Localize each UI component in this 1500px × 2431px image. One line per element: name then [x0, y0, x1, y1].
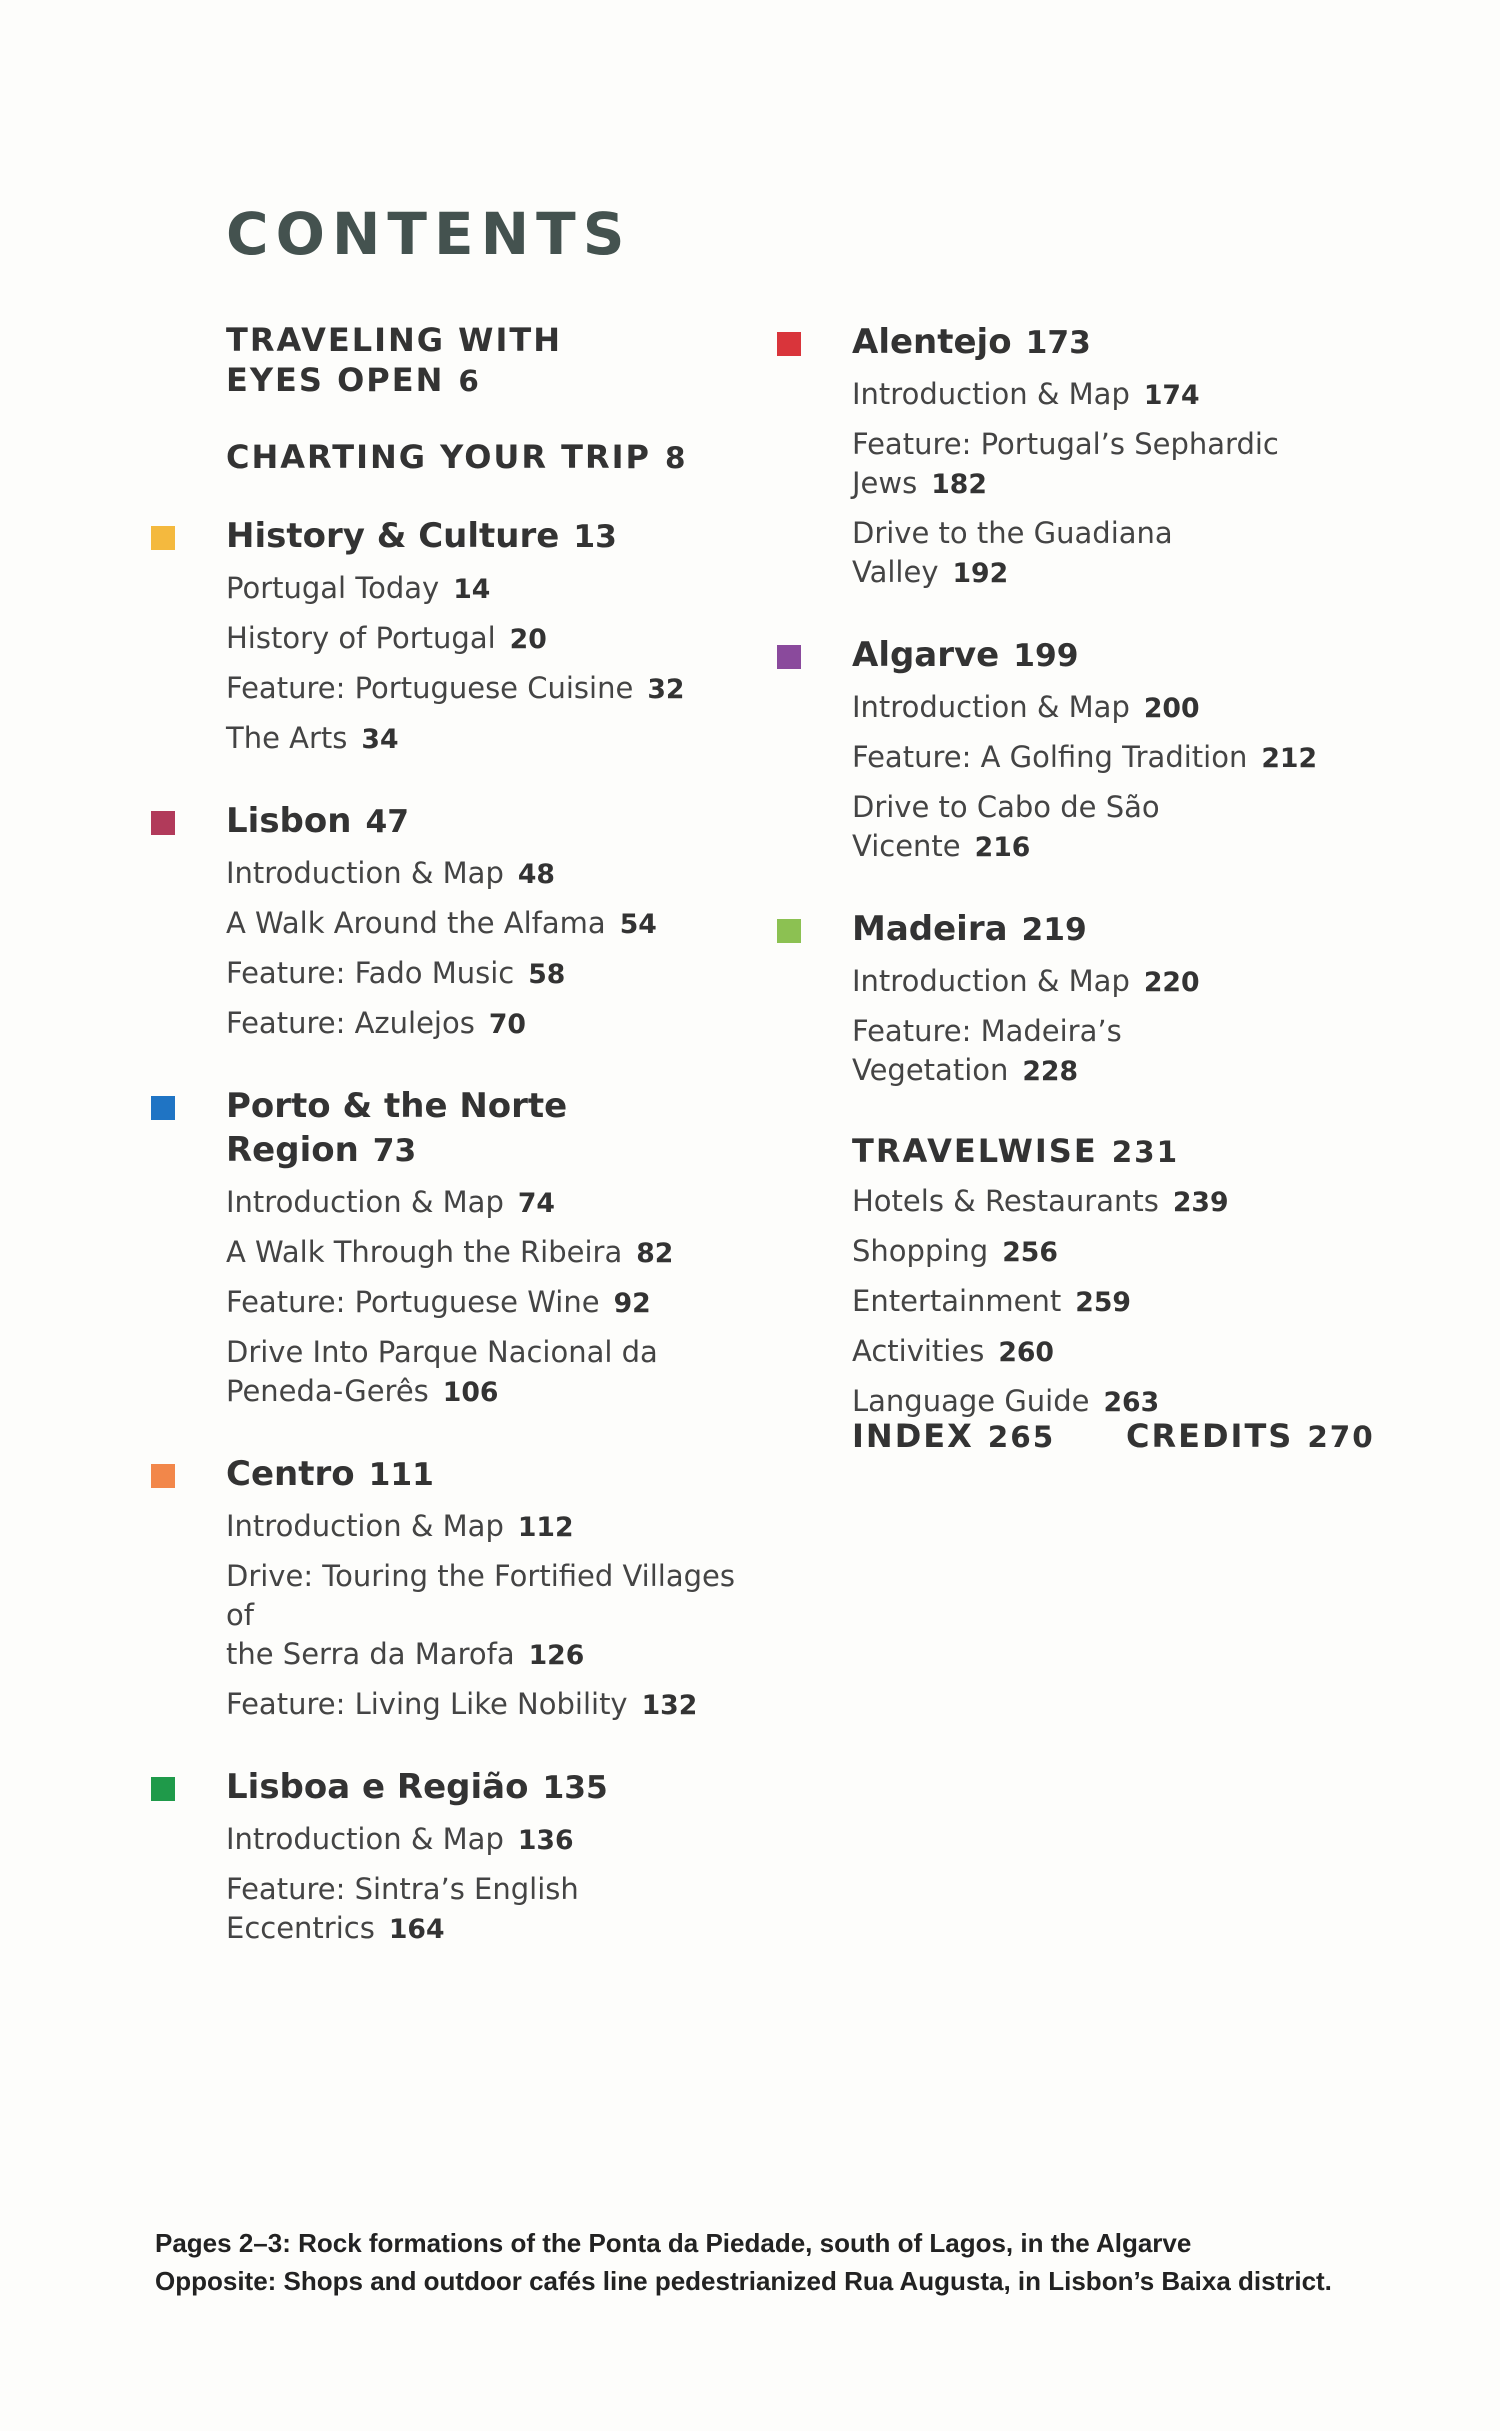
toc-entry[interactable] [226, 1685, 746, 1725]
chapter-history-culture[interactable] [226, 514, 746, 759]
chapter-title: Centro [226, 1454, 355, 1494]
chapter-title: Porto & the Norte Region [226, 1086, 568, 1170]
toc-entry[interactable] [852, 1012, 1412, 1091]
travelwise-label: TRAVELWISE [852, 1132, 1098, 1170]
entry-page: 174 [1143, 380, 1200, 411]
toc-entry[interactable] [852, 1232, 1412, 1272]
entry-page: 256 [1002, 1237, 1058, 1268]
credits-label: CREDITS [1126, 1417, 1294, 1455]
chapter-color-marker [151, 811, 175, 835]
caption-line: Pages 2–3: Rock formations of the Ponta da Piedade, south of Lagos, in the Algarve [155, 2228, 1192, 2258]
toc-entry[interactable] [852, 738, 1412, 778]
entry-text-cont: the Serra da Marofa [226, 1637, 515, 1671]
toc-entry[interactable] [852, 425, 1412, 504]
entry-text: Feature: Madeira’s [852, 1014, 1122, 1048]
chapter-page: 135 [542, 1770, 608, 1806]
entry-text: Shopping [852, 1234, 989, 1268]
toc-entry[interactable] [226, 854, 746, 894]
chapter-title: Algarve [852, 635, 1000, 675]
toc-entry[interactable] [852, 1282, 1412, 1322]
chapter-title: History & Culture [226, 516, 560, 556]
entry-text: Drive Into Parque Nacional da [226, 1335, 658, 1369]
entry-text: Portugal Today [226, 571, 440, 605]
entry-text: History of Portugal [226, 621, 496, 655]
entry-text: Feature: Azulejos [226, 1006, 475, 1040]
toc-entry[interactable] [852, 1332, 1412, 1372]
entry-page: 20 [509, 624, 547, 655]
intro-traveling-with-eyes-open[interactable] [226, 320, 746, 401]
intro-label-line2: EYES OPEN [226, 361, 445, 399]
caption-line: Opposite: Shops and outdoor cafés line pedestrianized Rua Augusta, in Lisbon’s Baixa district. [155, 2266, 1332, 2296]
entry-page: 228 [1022, 1056, 1079, 1087]
chapter-color-marker [151, 1777, 175, 1801]
chapter-title: Alentejo [852, 322, 1012, 362]
toc-entry[interactable] [226, 1557, 746, 1675]
entry-text: Introduction & Map [852, 964, 1130, 998]
entry-text: A Walk Through the Ribeira [226, 1235, 623, 1269]
entry-page: 74 [517, 1188, 555, 1219]
entry-page: 70 [488, 1009, 526, 1040]
entry-text-cont: Vicente [852, 829, 961, 863]
entry-text-cont: Peneda-Gerês [226, 1374, 429, 1408]
toc-entry[interactable] [226, 1283, 746, 1323]
entry-text-cont: Vegetation [852, 1053, 1009, 1087]
entry-text-cont: Eccentrics [226, 1911, 375, 1945]
chapter-color-marker [151, 1096, 175, 1120]
entry-page: 58 [528, 959, 566, 990]
toc-entry[interactable] [226, 1507, 746, 1547]
entry-text: The Arts [226, 721, 348, 755]
entry-page: 239 [1172, 1187, 1229, 1218]
toc-entry[interactable] [226, 569, 746, 609]
entry-page: 220 [1143, 967, 1200, 998]
toc-entry[interactable] [226, 1004, 746, 1044]
entry-text: Drive to the Guadiana [852, 516, 1173, 550]
toc-entry[interactable] [852, 375, 1412, 415]
chapter-color-marker [151, 526, 175, 550]
credits-entry[interactable] [1126, 1416, 1375, 1457]
toc-entry[interactable] [852, 1182, 1412, 1222]
entry-page: 32 [647, 674, 685, 705]
toc-entry[interactable] [226, 619, 746, 659]
entry-page: 216 [974, 832, 1031, 863]
entry-text-cont: Valley [852, 555, 939, 589]
toc-entry[interactable] [226, 954, 746, 994]
entry-page: 106 [442, 1377, 499, 1408]
entry-page: 14 [453, 574, 491, 605]
chapter-lisboa-regiao[interactable] [226, 1765, 746, 1949]
travelwise-page: 231 [1111, 1135, 1180, 1169]
toc-entry[interactable] [226, 719, 746, 759]
contents-right-column [852, 320, 1412, 1422]
chapter-page: 173 [1025, 325, 1091, 361]
entry-text: Introduction & Map [852, 377, 1130, 411]
entry-page: 54 [619, 909, 657, 940]
entry-page: 182 [931, 469, 987, 500]
entry-text: Introduction & Map [226, 1509, 504, 1543]
chapter-lisbon[interactable] [226, 799, 746, 1044]
entry-text: Drive to Cabo de São [852, 790, 1160, 824]
chapter-title: Lisboa e Região [226, 1767, 529, 1807]
entry-text: A Walk Around the Alfama [226, 906, 606, 940]
entry-text-cont: Jews [852, 466, 918, 500]
toc-entry[interactable] [226, 904, 746, 944]
toc-entry[interactable] [226, 1233, 746, 1273]
entry-text: Feature: Portugal’s Sephardic [852, 427, 1279, 461]
chapter-page: 111 [368, 1457, 434, 1493]
entry-text: Introduction & Map [226, 856, 504, 890]
index-entry[interactable] [852, 1416, 1055, 1457]
toc-entry[interactable] [226, 1333, 746, 1412]
toc-entry[interactable] [226, 1183, 746, 1223]
entry-page: 263 [1103, 1387, 1160, 1418]
chapter-color-marker [777, 645, 801, 669]
intro-label-line1: TRAVELING WITH [226, 321, 562, 359]
travelwise-section[interactable] [852, 1131, 1412, 1422]
toc-entry[interactable] [852, 962, 1412, 1002]
entry-text: Feature: Living Like Nobility [226, 1687, 628, 1721]
entry-page: 212 [1261, 743, 1318, 774]
chapter-page: 13 [573, 519, 617, 555]
entry-page: 200 [1143, 693, 1200, 724]
entry-text: Introduction & Map [226, 1185, 504, 1219]
chapter-page: 219 [1021, 912, 1087, 948]
chapter-title: Madeira [852, 909, 1008, 949]
entry-text: Feature: Sintra’s English [226, 1872, 579, 1906]
entry-page: 132 [641, 1690, 698, 1721]
chapter-alentejo[interactable] [852, 320, 1412, 593]
page-title: CONTENTS [226, 200, 632, 268]
chapter-page: 47 [365, 804, 409, 840]
index-page: 265 [987, 1420, 1056, 1454]
entry-text: Activities [852, 1334, 985, 1368]
entry-text: Entertainment [852, 1284, 1062, 1318]
index-label: INDEX [852, 1417, 974, 1455]
intro-page: 8 [664, 441, 688, 475]
entry-text: Introduction & Map [852, 690, 1130, 724]
entry-page: 48 [517, 859, 555, 890]
chapter-page: 199 [1013, 638, 1079, 674]
entry-page: 92 [613, 1288, 651, 1319]
intro-label: CHARTING YOUR TRIP [226, 438, 651, 476]
toc-entry[interactable] [852, 788, 1412, 867]
entry-text: Feature: Fado Music [226, 956, 515, 990]
chapter-color-marker [151, 1464, 175, 1488]
entry-page: 126 [528, 1640, 585, 1671]
chapter-madeira[interactable] [852, 907, 1412, 1091]
toc-entry[interactable] [226, 1820, 746, 1860]
entry-text: Feature: Portuguese Wine [226, 1285, 600, 1319]
entry-page: 112 [517, 1512, 574, 1543]
entry-page: 192 [952, 558, 1009, 589]
intro-charting-your-trip[interactable] [226, 437, 746, 478]
entry-text: Introduction & Map [226, 1822, 504, 1856]
chapter-algarve[interactable] [852, 633, 1412, 867]
toc-entry[interactable] [226, 669, 746, 709]
chapter-porto-norte[interactable] [226, 1084, 746, 1412]
credits-page: 270 [1307, 1420, 1375, 1454]
intro-page: 6 [458, 364, 481, 398]
entry-text: Feature: A Golfing Tradition [852, 740, 1248, 774]
contents-left-column [226, 320, 746, 1949]
chapter-title: Lisbon [226, 801, 352, 841]
entry-page: 82 [636, 1238, 674, 1269]
entry-text: Drive: Touring the Fortified Villages of [226, 1559, 735, 1632]
entry-text: Hotels & Restaurants [852, 1184, 1159, 1218]
entry-page: 164 [388, 1914, 445, 1945]
entry-text: Feature: Portuguese Cuisine [226, 671, 634, 705]
photo-captions [155, 2224, 1405, 2300]
entry-page: 259 [1075, 1287, 1131, 1318]
chapter-centro[interactable] [226, 1452, 746, 1725]
chapter-color-marker [777, 919, 801, 943]
entry-page: 34 [361, 724, 399, 755]
entry-text: Language Guide [852, 1384, 1090, 1418]
chapter-page: 73 [372, 1133, 417, 1169]
entry-page: 136 [517, 1825, 574, 1856]
toc-entry[interactable] [852, 688, 1412, 728]
chapter-color-marker [777, 332, 801, 356]
entry-page: 260 [998, 1337, 1054, 1368]
toc-entry[interactable] [852, 514, 1412, 593]
toc-entry[interactable] [226, 1870, 746, 1949]
